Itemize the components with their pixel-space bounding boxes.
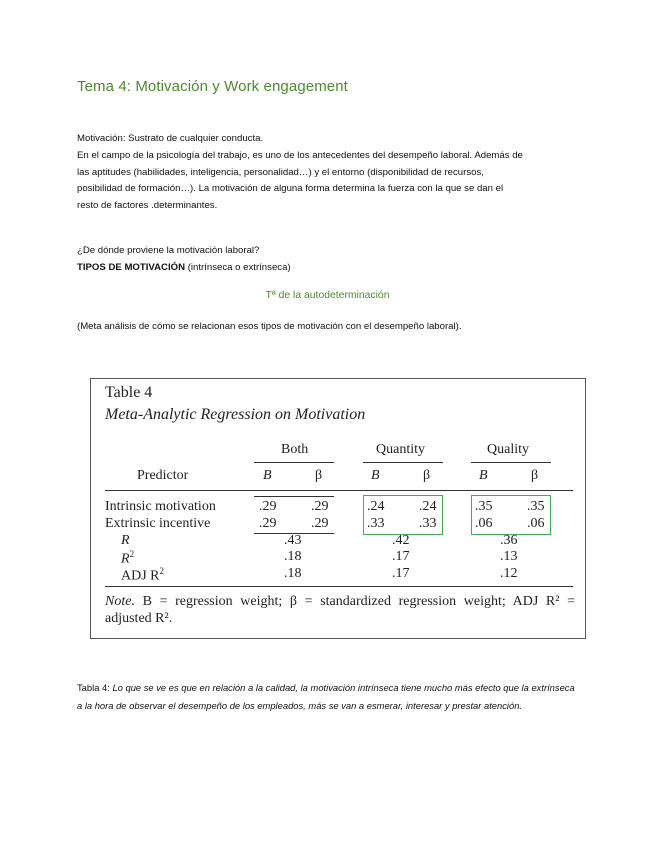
intro-line: posibilidad de formación…). La motivación de alguna forma determina la fuerza con la que se dan el bbox=[77, 183, 504, 195]
value-cell: .35 bbox=[475, 499, 493, 514]
types-line bbox=[77, 260, 577, 277]
value-cell: .29 bbox=[311, 499, 329, 514]
stat-value: .18 bbox=[284, 549, 302, 564]
value-cell: .35 bbox=[527, 499, 545, 514]
col-b: B bbox=[479, 468, 488, 483]
value-cell: .06 bbox=[527, 516, 545, 531]
table-note bbox=[105, 593, 575, 627]
col-beta: β bbox=[531, 468, 539, 483]
both-box-top bbox=[254, 496, 334, 497]
value-cell: .29 bbox=[259, 499, 277, 514]
header-rule bbox=[105, 490, 573, 491]
col-beta: β bbox=[315, 468, 323, 483]
footer-rule bbox=[105, 586, 573, 587]
regression-table-image bbox=[90, 378, 586, 639]
types-heading: TIPOS DE MOTIVACIÓN bbox=[77, 261, 186, 273]
col-b: B bbox=[263, 468, 272, 483]
table-label: Table 4 bbox=[105, 384, 153, 401]
stat-value: .36 bbox=[500, 533, 518, 548]
stat-label-adj-r2 bbox=[121, 566, 164, 585]
col-beta: β bbox=[423, 468, 431, 483]
note-text: B = regression weight; β = standardized regression weight; ADJ R² = adjusted R². bbox=[105, 594, 575, 626]
row-label: Intrinsic motivation bbox=[105, 499, 216, 514]
stat-value: .12 bbox=[500, 566, 518, 581]
row-label: Extrinsic incentive bbox=[105, 516, 211, 531]
stat-label-r2 bbox=[121, 549, 134, 568]
stat-label-r: R bbox=[121, 533, 130, 548]
intro-line: resto de factores .determinantes. bbox=[77, 200, 218, 212]
stat-value: .42 bbox=[392, 533, 410, 548]
superscript: 2 bbox=[129, 549, 135, 559]
question-line: ¿De dónde proviene la motivación laboral? bbox=[77, 245, 260, 256]
caption-label: Tabla 4: bbox=[77, 682, 113, 693]
group-rule bbox=[363, 462, 443, 463]
value-cell: .24 bbox=[367, 499, 385, 514]
predictor-header: Predictor bbox=[137, 468, 189, 483]
group-header-quality: Quality bbox=[487, 442, 529, 457]
stat-value: .43 bbox=[284, 533, 302, 548]
value-cell: .24 bbox=[419, 499, 437, 514]
stat-label-text: ADJ R bbox=[121, 568, 160, 584]
superscript: 2 bbox=[159, 566, 165, 576]
quantity-highlight-box bbox=[363, 495, 443, 535]
stat-value: .13 bbox=[500, 549, 518, 564]
table-title: Meta-Analytic Regression on Motivation bbox=[105, 406, 366, 423]
col-b: B bbox=[371, 468, 380, 483]
page-title: Tema 4: Motivación y Work engagement bbox=[77, 78, 348, 95]
stat-value: .17 bbox=[392, 566, 410, 581]
group-header-quantity: Quantity bbox=[376, 442, 425, 457]
quality-highlight-box bbox=[471, 495, 551, 535]
caption-text: Lo que se ve es que en relación a la calidad, la motivación intrínseca tiene mucho más efecto que la extrínseca a la hora de observar el desempeño de los empleados, más se van a esmerar, interesar y prestar atención. bbox=[77, 682, 575, 711]
meta-analysis-note: (Meta análisis de cómo se relacionan esos tipos de motivación con el desempeño laboral). bbox=[77, 321, 462, 332]
stat-label-text: R bbox=[121, 551, 130, 567]
value-cell: .33 bbox=[367, 516, 385, 531]
stat-value: .17 bbox=[392, 549, 410, 564]
value-cell: .29 bbox=[259, 516, 277, 531]
note-label: Note. bbox=[105, 594, 135, 609]
intro-paragraph bbox=[77, 131, 577, 215]
intro-line: Motivación: Sustrato de cualquier conducta. bbox=[77, 133, 264, 144]
types-subtitle: (intrínseca o extrínseca) bbox=[185, 261, 291, 273]
table-caption bbox=[77, 679, 577, 714]
value-cell: .06 bbox=[475, 516, 493, 531]
group-rule bbox=[254, 462, 334, 463]
intro-line: las aptitudes (habilidades, inteligencia, personalidad…) y el entorno (disponibilidad de recursos, bbox=[77, 166, 484, 178]
stat-value: .18 bbox=[284, 566, 302, 581]
intro-line: En el campo de la psicología del trabajo, es uno de los antecedentes del desempeño laboral. Además de bbox=[77, 149, 523, 161]
section-heading: Tª de la autodeterminación bbox=[265, 290, 390, 301]
group-header-both: Both bbox=[281, 442, 309, 457]
group-rule bbox=[471, 462, 551, 463]
value-cell: .33 bbox=[419, 516, 437, 531]
value-cell: .29 bbox=[311, 516, 329, 531]
question-block bbox=[77, 243, 577, 277]
